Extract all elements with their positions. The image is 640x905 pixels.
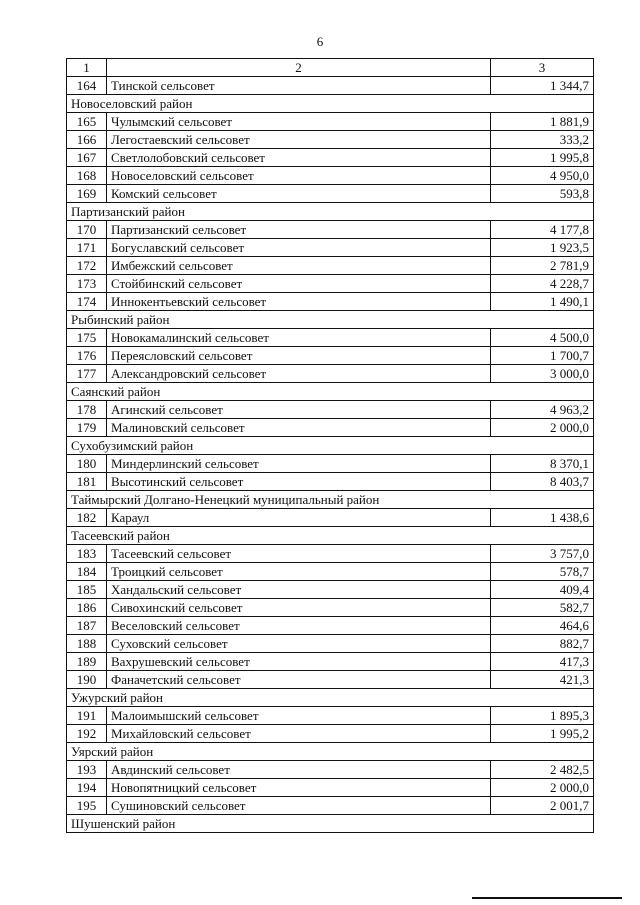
region-name: Таймырский Долгано-Ненецкий муниципальный район [67, 491, 594, 509]
table-row [67, 365, 594, 383]
settlement-name: Чулымский сельсовет [107, 113, 491, 131]
amount-value: 3 000,0 [491, 365, 594, 383]
region-name: Саянский район [67, 383, 594, 401]
amount-value: 1 995,2 [491, 725, 594, 743]
amount-value: 593,8 [491, 185, 594, 203]
table-row [67, 275, 594, 293]
settlement-name: Малиновский сельсовет [107, 419, 491, 437]
row-number: 169 [67, 185, 107, 203]
region-name: Тасеевский район [67, 527, 594, 545]
region-header-row [67, 743, 594, 761]
amount-value: 333,2 [491, 131, 594, 149]
region-header-row [67, 689, 594, 707]
row-number: 194 [67, 779, 107, 797]
settlement-name: Агинский сельсовет [107, 401, 491, 419]
row-number: 165 [67, 113, 107, 131]
table-row [67, 509, 594, 527]
row-number: 164 [67, 77, 107, 95]
region-header-row [67, 95, 594, 113]
settlement-name: Троицкий сельсовет [107, 563, 491, 581]
settlement-name: Авдинский сельсовет [107, 761, 491, 779]
row-number: 182 [67, 509, 107, 527]
page-number: 6 [316, 34, 324, 49]
settlement-name: Переясловский сельсовет [107, 347, 491, 365]
settlement-name: Комский сельсовет [107, 185, 491, 203]
table-row [67, 599, 594, 617]
row-number: 168 [67, 167, 107, 185]
amount-value: 421,3 [491, 671, 594, 689]
amount-value: 582,7 [491, 599, 594, 617]
table-row [67, 617, 594, 635]
amount-value: 4 177,8 [491, 221, 594, 239]
amount-value: 578,7 [491, 563, 594, 581]
row-number: 189 [67, 653, 107, 671]
settlement-name: Веселовский сельсовет [107, 617, 491, 635]
amount-value: 1 995,8 [491, 149, 594, 167]
table-row [67, 167, 594, 185]
table-row [67, 329, 594, 347]
settlement-name: Высотинский сельсовет [107, 473, 491, 491]
region-name: Уярский район [67, 743, 594, 761]
table-row [67, 455, 594, 473]
settlement-name: Новоселовский сельсовет [107, 167, 491, 185]
amount-value: 4 963,2 [491, 401, 594, 419]
amount-value: 1 923,5 [491, 239, 594, 257]
amount-value: 1 881,9 [491, 113, 594, 131]
amount-value: 8 403,7 [491, 473, 594, 491]
table-row [67, 653, 594, 671]
table-row [67, 419, 594, 437]
settlement-name: Хандальский сельсовет [107, 581, 491, 599]
table-row [67, 185, 594, 203]
table-row [67, 761, 594, 779]
settlement-name: Малоимышский сельсовет [107, 707, 491, 725]
amount-value: 2 781,9 [491, 257, 594, 275]
row-number: 187 [67, 617, 107, 635]
region-name: Сухобузимский район [67, 437, 594, 455]
column-header-name: 2 [107, 59, 491, 77]
row-number: 174 [67, 293, 107, 311]
amount-value: 4 500,0 [491, 329, 594, 347]
row-number: 166 [67, 131, 107, 149]
row-number: 184 [67, 563, 107, 581]
amount-value: 417,3 [491, 653, 594, 671]
table-row [67, 635, 594, 653]
column-header-amount: 3 [491, 59, 594, 77]
table-row [67, 707, 594, 725]
region-header-row [67, 311, 594, 329]
row-number: 180 [67, 455, 107, 473]
region-name: Шушенский район [67, 815, 594, 833]
row-number: 178 [67, 401, 107, 419]
amount-value: 8 370,1 [491, 455, 594, 473]
table-row [67, 401, 594, 419]
amount-value: 2 482,5 [491, 761, 594, 779]
row-number: 175 [67, 329, 107, 347]
region-name: Ужурский район [67, 689, 594, 707]
table-header-row [67, 59, 594, 77]
table-row [67, 473, 594, 491]
allocation-table [66, 58, 594, 833]
row-number: 181 [67, 473, 107, 491]
table-row [67, 293, 594, 311]
column-header-number: 1 [67, 59, 107, 77]
settlement-name: Тасеевский сельсовет [107, 545, 491, 563]
settlement-name: Тинской сельсовет [107, 77, 491, 95]
table-row [67, 239, 594, 257]
amount-value: 1 700,7 [491, 347, 594, 365]
row-number: 177 [67, 365, 107, 383]
row-number: 193 [67, 761, 107, 779]
settlement-name: Богуславский сельсовет [107, 239, 491, 257]
amount-value: 464,6 [491, 617, 594, 635]
table-row [67, 77, 594, 95]
settlement-name: Легостаевский сельсовет [107, 131, 491, 149]
table-row [67, 725, 594, 743]
row-number: 186 [67, 599, 107, 617]
row-number: 183 [67, 545, 107, 563]
row-number: 167 [67, 149, 107, 167]
row-number: 185 [67, 581, 107, 599]
row-number: 173 [67, 275, 107, 293]
settlement-name: Светлолобовский сельсовет [107, 149, 491, 167]
settlement-name: Иннокентьевский сельсовет [107, 293, 491, 311]
settlement-name: Новокамалинский сельсовет [107, 329, 491, 347]
settlement-name: Александровский сельсовет [107, 365, 491, 383]
table-row [67, 347, 594, 365]
amount-value: 2 000,0 [491, 419, 594, 437]
row-number: 170 [67, 221, 107, 239]
amount-value: 2 000,0 [491, 779, 594, 797]
amount-value: 1 344,7 [491, 77, 594, 95]
region-header-row [67, 383, 594, 401]
settlement-name: Новопятницкий сельсовет [107, 779, 491, 797]
row-number: 179 [67, 419, 107, 437]
region-header-row [67, 815, 594, 833]
region-header-row [67, 527, 594, 545]
row-number: 176 [67, 347, 107, 365]
settlement-name: Суховский сельсовет [107, 635, 491, 653]
amount-value: 409,4 [491, 581, 594, 599]
row-number: 195 [67, 797, 107, 815]
amount-value: 1 490,1 [491, 293, 594, 311]
settlement-name: Стойбинский сельсовет [107, 275, 491, 293]
settlement-name: Сушиновский сельсовет [107, 797, 491, 815]
amount-value: 4 228,7 [491, 275, 594, 293]
region-header-row [67, 437, 594, 455]
table-row [67, 545, 594, 563]
settlement-name: Имбежский сельсовет [107, 257, 491, 275]
row-number: 190 [67, 671, 107, 689]
amount-value: 2 001,7 [491, 797, 594, 815]
footer-rule [472, 897, 622, 899]
amount-value: 3 757,0 [491, 545, 594, 563]
region-name: Рыбинский район [67, 311, 594, 329]
row-number: 191 [67, 707, 107, 725]
settlement-name: Миндерлинский сельсовет [107, 455, 491, 473]
table-row [67, 221, 594, 239]
amount-value: 1 895,3 [491, 707, 594, 725]
region-name: Партизанский район [67, 203, 594, 221]
row-number: 171 [67, 239, 107, 257]
settlement-name: Вахрушевский сельсовет [107, 653, 491, 671]
region-header-row [67, 203, 594, 221]
amount-value: 4 950,0 [491, 167, 594, 185]
amount-value: 1 438,6 [491, 509, 594, 527]
settlement-name: Караул [107, 509, 491, 527]
table-row [67, 563, 594, 581]
table-row [67, 113, 594, 131]
settlement-name: Михайловский сельсовет [107, 725, 491, 743]
table-row [67, 797, 594, 815]
table-row [67, 779, 594, 797]
row-number: 192 [67, 725, 107, 743]
table-row [67, 581, 594, 599]
settlement-name: Сивохинский сельсовет [107, 599, 491, 617]
settlement-name: Партизанский сельсовет [107, 221, 491, 239]
region-header-row [67, 491, 594, 509]
table-body [67, 59, 594, 833]
amount-value: 882,7 [491, 635, 594, 653]
table-row [67, 671, 594, 689]
table-row [67, 131, 594, 149]
region-name: Новоселовский район [67, 95, 594, 113]
table-row [67, 257, 594, 275]
table-row [67, 149, 594, 167]
row-number: 188 [67, 635, 107, 653]
settlement-name: Фаначетский сельсовет [107, 671, 491, 689]
row-number: 172 [67, 257, 107, 275]
